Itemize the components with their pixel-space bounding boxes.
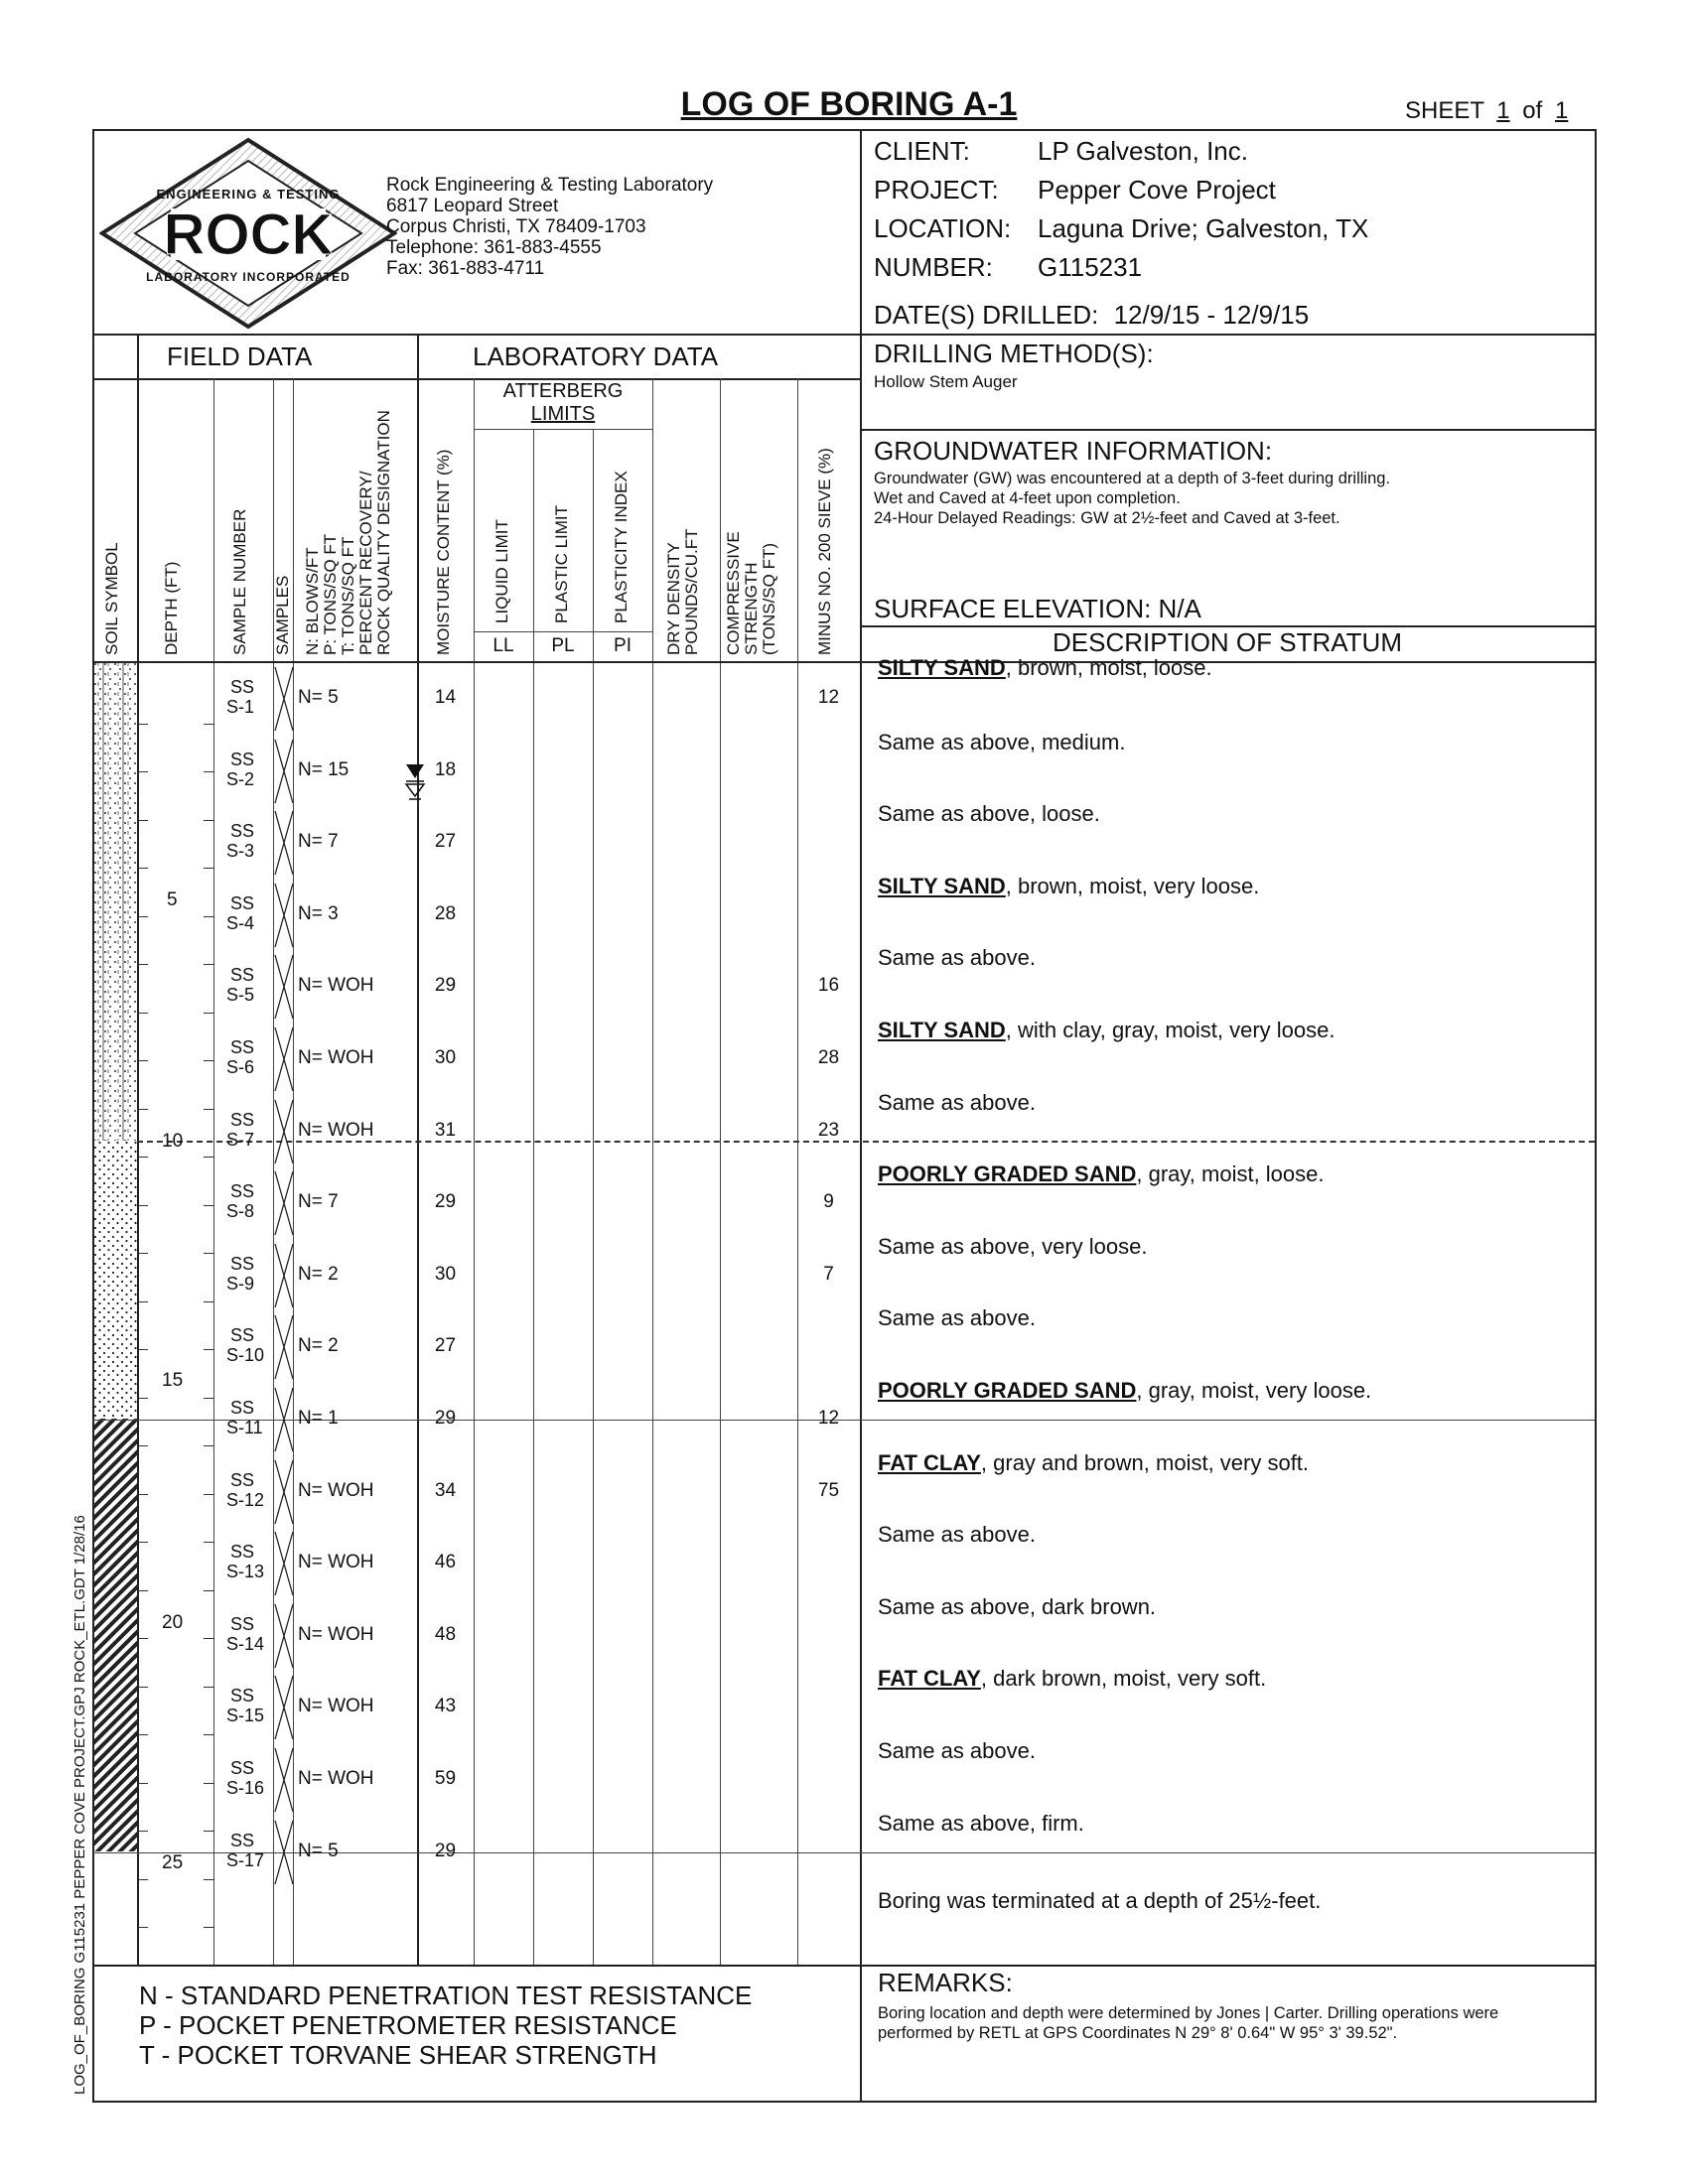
depth-tick <box>138 1109 148 1110</box>
comp-header-1: COMPRESSIVE <box>724 531 743 655</box>
sample-id: S-8 <box>226 1201 255 1222</box>
n-value: N= 2 <box>298 1335 339 1357</box>
depth-tick <box>138 1494 148 1495</box>
soil-description-text: Same as above. <box>878 1089 1036 1115</box>
depth-tick <box>204 1205 213 1206</box>
sample-type: SS <box>230 892 255 913</box>
depth-tick <box>138 1301 148 1302</box>
drilling-label: DRILLING METHOD(S): <box>874 339 1154 368</box>
ll-abbr: LL <box>492 635 514 656</box>
surface-elevation: SURFACE ELEVATION: N/A <box>874 594 1201 623</box>
groundwater-label: GROUNDWATER INFORMATION: <box>874 436 1273 466</box>
remarks-text <box>878 2003 1498 2043</box>
depth-label-5: 5 <box>167 889 178 910</box>
soil-description-text: Same as above. <box>878 945 1036 971</box>
minus200-value: 75 <box>817 1479 840 1501</box>
stratum-description <box>878 874 1259 899</box>
legend-n: N - STANDARD PENETRATION TEST RESISTANCE <box>139 1980 753 2010</box>
depth-tick <box>204 820 213 821</box>
logo-ring-bottom: LABORATORY INCORPORATED <box>146 270 351 284</box>
moisture-value: 31 <box>434 1119 457 1141</box>
n-header-5: ROCK QUALITY DESIGNATION <box>374 410 393 655</box>
depth-tick <box>204 1734 213 1735</box>
minus200-header: MINUS NO. 200 SIEVE (%) <box>815 448 834 655</box>
depth-tick <box>204 1542 213 1543</box>
minus200-value: 7 <box>823 1263 834 1285</box>
depth-tick <box>138 820 148 821</box>
sample-type: SS <box>230 1325 255 1346</box>
depth-label-25: 25 <box>162 1852 184 1873</box>
moisture-value: 28 <box>434 902 457 924</box>
sheet-number: 1 <box>1496 97 1510 124</box>
depth-tick <box>138 1927 148 1928</box>
depth-tick <box>138 916 148 917</box>
company-logo <box>99 137 397 330</box>
n-value: N= WOH <box>298 975 374 997</box>
atterberg-line-2: LIMITS <box>530 403 596 425</box>
depth-label-10: 10 <box>162 1131 184 1152</box>
depth-tick <box>204 964 213 965</box>
soil-description-text: Same as above, firm. <box>878 1810 1084 1836</box>
sample-type: SS <box>230 1253 255 1274</box>
depth-tick <box>138 1687 148 1688</box>
depth-tick <box>204 1927 213 1928</box>
sample-type: SS <box>230 1686 255 1706</box>
sample-type: SS <box>230 821 255 842</box>
company-fax: Fax: 361-883-4711 <box>386 258 545 279</box>
moisture-value: 43 <box>434 1696 457 1717</box>
stratum-description <box>878 1450 1309 1476</box>
moisture-value: 27 <box>434 831 457 853</box>
moisture-value: 46 <box>434 1552 457 1573</box>
soil-description-text: , brown, moist, very loose. <box>1005 873 1260 898</box>
samples-header: SAMPLES <box>273 575 292 655</box>
location-label: LOCATION: <box>874 213 1012 243</box>
sampler-icon <box>274 1099 294 1164</box>
logo-word: ROCK <box>163 203 334 267</box>
depth-tick <box>138 1783 148 1784</box>
moisture-value: 30 <box>434 1047 457 1068</box>
remarks-line-2: performed by RETL at GPS Coordinates N 29° 8' 0.64" W 95° 3' 39.52". <box>878 2024 1398 2042</box>
comp-header-3: (TONS/SQ FT) <box>760 542 778 655</box>
project-label: PROJECT: <box>874 175 999 205</box>
n-header-1: N: BLOWS/FT <box>303 547 322 655</box>
company-address <box>386 175 713 279</box>
drilling-method: Hollow Stem Auger <box>874 372 1018 391</box>
depth-tick <box>138 1734 148 1735</box>
sheet-total: 1 <box>1554 97 1569 124</box>
sample-number-header: SAMPLE NUMBER <box>230 508 249 655</box>
soil-description-text: Same as above. <box>878 1522 1036 1548</box>
depth-tick <box>138 1060 148 1061</box>
sample-type: SS <box>230 1613 255 1634</box>
moisture-value: 30 <box>434 1263 457 1285</box>
description-header: DESCRIPTION OF STRATUM <box>1053 627 1402 657</box>
dry-header-2: POUNDS/CU.FT <box>682 528 701 655</box>
sample-id: S-17 <box>226 1849 265 1870</box>
termination-note: Boring was terminated at a depth of 25½-feet. <box>878 1888 1322 1913</box>
sample-type: SS <box>230 1398 255 1418</box>
minus200-value: 23 <box>817 1119 840 1141</box>
n-value: N= 7 <box>298 1191 339 1213</box>
sampler-icon <box>274 810 294 876</box>
n-value-header <box>304 410 393 655</box>
depth-tick <box>138 868 148 869</box>
sample-id: S-11 <box>226 1418 263 1437</box>
sample-id: S-15 <box>226 1706 265 1726</box>
sample-id: S-1 <box>226 697 255 717</box>
depth-tick <box>138 1831 148 1832</box>
legend-p: P - POCKET PENETROMETER RESISTANCE <box>139 2010 677 2040</box>
depth-tick <box>204 771 213 772</box>
depth-tick <box>204 1253 213 1254</box>
soil-description-text: , with clay, gray, moist, very loose. <box>1005 1018 1336 1042</box>
client-label: CLIENT: <box>874 136 970 166</box>
depth-tick <box>204 1157 213 1158</box>
sampler-icon <box>274 883 294 948</box>
depth-tick <box>204 1687 213 1688</box>
moisture-value: 29 <box>434 1191 457 1213</box>
file-side-note: LOG_OF_BORING G115231 PEPPER COVE PROJECT.GPJ ROCK_ETL.GDT 1/28/16 <box>71 1515 88 2095</box>
logo-ring-top: ENGINEERING & TESTING <box>156 187 341 202</box>
minus200-value: 12 <box>817 687 840 708</box>
stratum-description <box>878 1666 1266 1692</box>
soil-name: FAT CLAY <box>878 1449 981 1475</box>
depth-tick <box>204 1638 213 1639</box>
plastic-limit-header: PLASTIC LIMIT <box>552 504 571 623</box>
stratum-description <box>878 945 1036 971</box>
plasticity-index-header: PLASTICITY INDEX <box>612 471 631 623</box>
sample-id: S-4 <box>226 912 255 933</box>
depth-tick <box>204 1445 213 1446</box>
n-value: N= WOH <box>298 1479 374 1501</box>
n-value: N= 2 <box>298 1263 339 1285</box>
depth-tick <box>204 916 213 917</box>
number-label: NUMBER: <box>874 252 993 282</box>
stratum-description <box>878 1234 1147 1260</box>
depth-tick <box>204 1398 213 1399</box>
sample-id: S-3 <box>226 841 255 862</box>
sampler-icon <box>274 1314 294 1380</box>
sample-type: SS <box>230 1758 255 1778</box>
soil-description-text: Same as above, very loose. <box>878 1233 1148 1259</box>
depth-tick <box>204 1783 213 1784</box>
company-street: 6817 Leopard Street <box>386 196 559 216</box>
sampler-icon <box>274 1170 294 1236</box>
soil-name: SILTY SAND <box>878 873 1006 898</box>
n-value: N= WOH <box>298 1623 374 1645</box>
sample-type: SS <box>230 1542 255 1563</box>
soil-description-text: , brown, moist, loose. <box>1005 655 1212 680</box>
soil-symbol-column <box>93 662 137 1965</box>
moisture-value: 14 <box>434 687 457 708</box>
moisture-value: 48 <box>434 1623 457 1645</box>
soil-description-text: Same as above, medium. <box>878 729 1126 754</box>
n-value: N= 3 <box>298 902 339 924</box>
depth-tick <box>204 1879 213 1880</box>
n-value: N= WOH <box>298 1696 374 1717</box>
dates-value: 12/9/15 - 12/9/15 <box>1113 300 1310 330</box>
depth-tick <box>138 1157 148 1158</box>
soil-description-text: Same as above. <box>878 1738 1036 1763</box>
n-value: N= WOH <box>298 1768 374 1789</box>
sample-type: SS <box>230 1830 255 1850</box>
minus200-value: 12 <box>817 1408 840 1429</box>
sheet-of: of <box>1522 97 1543 124</box>
depth-tick <box>204 1013 213 1014</box>
depth-tick <box>138 1445 148 1446</box>
dry-density-header <box>665 529 701 656</box>
depth-label-20: 20 <box>162 1612 184 1633</box>
soil-description-text: Same as above. <box>878 1305 1036 1331</box>
depth-tick <box>204 1831 213 1832</box>
sampler-icon <box>274 1747 294 1813</box>
sample-type: SS <box>230 1469 255 1490</box>
depth-tick <box>138 1879 148 1880</box>
depth-tick <box>204 1590 213 1591</box>
minus200-value: 28 <box>817 1047 840 1068</box>
soil-name: SILTY SAND <box>878 655 1006 680</box>
pl-abbr: PL <box>551 635 575 656</box>
groundwater-line-2: Wet and Caved at 4-feet upon completion. <box>874 489 1181 507</box>
sample-type: SS <box>230 1181 255 1202</box>
company-city: Corpus Christi, TX 78409-1703 <box>386 216 646 237</box>
groundwater-line-1: Groundwater (GW) was encountered at a depth of 3-feet during drilling. <box>874 470 1391 487</box>
dry-header-1: DRY DENSITY <box>664 542 683 655</box>
sample-type: SS <box>230 1109 255 1130</box>
stratum-description <box>878 730 1125 755</box>
depth-tick <box>138 1205 148 1206</box>
water-level-icon <box>404 762 426 802</box>
soil-name: SILTY SAND <box>878 1018 1006 1042</box>
moisture-value: 29 <box>434 1840 457 1861</box>
dates-label: DATE(S) DRILLED: <box>874 300 1099 330</box>
sampler-icon <box>274 1243 294 1308</box>
depth-tick <box>204 868 213 869</box>
sampler-icon <box>274 739 294 804</box>
soil-symbol-header: SOIL SYMBOL <box>102 542 121 655</box>
soil-description-text: Same as above, loose. <box>878 801 1100 827</box>
sample-id: S-5 <box>226 985 255 1006</box>
depth-label-15: 15 <box>162 1370 184 1391</box>
n-value: N= 5 <box>298 687 339 708</box>
sheet-label: SHEET <box>1405 97 1484 124</box>
stratum-description <box>878 1811 1084 1837</box>
n-value: N= 5 <box>298 1840 339 1861</box>
log-title: LOG OF BORING A-1 <box>680 85 1018 123</box>
company-name: Rock Engineering & Testing Laboratory <box>386 175 714 196</box>
sample-id: S-6 <box>226 1057 255 1077</box>
sampler-icon <box>274 1026 294 1092</box>
soil-description-text: Same as above, dark brown. <box>878 1593 1157 1619</box>
remarks-label: REMARKS: <box>878 1968 1013 1997</box>
compressive-header <box>725 531 778 655</box>
field-data-header: FIELD DATA <box>167 341 313 371</box>
moisture-header: MOISTURE CONTENT (%) <box>434 449 453 655</box>
minus200-value: 9 <box>823 1191 834 1213</box>
depth-tick <box>204 1109 213 1110</box>
sampler-icon <box>274 1459 294 1525</box>
legend <box>139 1980 752 2070</box>
n-header-4: PERCENT RECOVERY/ <box>356 471 375 655</box>
sample-id: S-9 <box>226 1273 255 1294</box>
sheet-indicator <box>1405 97 1568 125</box>
n-value: N= WOH <box>298 1552 374 1573</box>
stratum-description <box>878 1522 1036 1548</box>
sample-type: SS <box>230 965 255 986</box>
sample-type: SS <box>230 1037 255 1057</box>
soil-description-text: , dark brown, moist, very soft. <box>980 1666 1267 1692</box>
groundwater-line-3: 24-Hour Delayed Readings: GW at 2½-feet and Caved at 3-feet. <box>874 509 1340 527</box>
depth-tick <box>138 1638 148 1639</box>
stratum-description <box>878 1161 1325 1187</box>
sample-id: S-12 <box>226 1489 265 1510</box>
sampler-icon <box>274 666 294 732</box>
stratum-description <box>878 1738 1036 1764</box>
project-info <box>874 132 1368 287</box>
depth-tick <box>138 1542 148 1543</box>
sampler-icon <box>274 1387 294 1452</box>
depth-tick <box>138 1398 148 1399</box>
laboratory-data-header: LABORATORY DATA <box>473 341 719 371</box>
depth-tick <box>138 1349 148 1350</box>
soil-description-text: , gray and brown, moist, very soft. <box>980 1449 1310 1475</box>
soil-name: POORLY GRADED SAND <box>878 1161 1137 1187</box>
moisture-value: 29 <box>434 1408 457 1429</box>
soil-description-text: , gray, moist, loose. <box>1136 1161 1325 1187</box>
sample-id: S-10 <box>226 1345 265 1366</box>
stratum-description <box>878 655 1212 681</box>
sampler-icon <box>274 1531 294 1596</box>
sample-type: SS <box>230 677 255 697</box>
minus200-value: 16 <box>817 975 840 997</box>
company-phone: Telephone: 361-883-4555 <box>386 237 602 258</box>
sample-id: S-16 <box>226 1778 265 1798</box>
moisture-value: 27 <box>434 1335 457 1357</box>
sampler-icon <box>274 1820 294 1885</box>
moisture-value: 18 <box>434 758 457 780</box>
remarks-line-1: Boring location and depth were determined by Jones | Carter. Drilling operations were <box>878 2004 1499 2022</box>
depth-tick <box>204 1349 213 1350</box>
sampler-icon <box>274 954 294 1020</box>
stratum-description <box>878 1090 1036 1116</box>
n-header-3: T: TONS/SQ FT <box>339 536 357 655</box>
atterberg-header <box>474 380 652 426</box>
stratum-description <box>878 1594 1156 1620</box>
soil-description-text: , gray, moist, very loose. <box>1136 1378 1372 1403</box>
sample-id: S-2 <box>226 768 255 789</box>
location-value: Laguna Drive; Galveston, TX <box>1038 213 1369 243</box>
n-header-2: P: TONS/SQ FT <box>321 533 340 655</box>
depth-tick <box>138 771 148 772</box>
stratum-description <box>878 1378 1371 1404</box>
n-value: N= 15 <box>298 758 350 780</box>
soil-name: FAT CLAY <box>878 1666 981 1692</box>
number-value: G115231 <box>1038 252 1143 282</box>
groundwater-text <box>874 469 1390 528</box>
project-value: Pepper Cove Project <box>1038 175 1276 205</box>
sample-id: S-13 <box>226 1562 265 1582</box>
depth-tick <box>138 1590 148 1591</box>
sample-id: S-7 <box>226 1129 255 1150</box>
sample-id: S-14 <box>226 1633 265 1654</box>
sample-type: SS <box>230 749 255 769</box>
n-value: N= 7 <box>298 831 339 853</box>
depth-tick <box>138 724 148 725</box>
comp-header-2: STRENGTH <box>742 562 761 655</box>
depth-tick <box>138 1253 148 1254</box>
stratum-description <box>878 801 1100 827</box>
atterberg-line-1: ATTERBERG <box>502 380 624 402</box>
n-value: N= WOH <box>298 1047 374 1068</box>
moisture-value: 34 <box>434 1479 457 1501</box>
depth-tick <box>138 1013 148 1014</box>
pi-abbr: PI <box>614 635 632 656</box>
sampler-icon <box>274 1603 294 1669</box>
depth-tick <box>204 1494 213 1495</box>
soil-name: POORLY GRADED SAND <box>878 1378 1137 1403</box>
legend-t: T - POCKET TORVANE SHEAR STRENGTH <box>139 2040 657 2070</box>
stratum-description <box>878 1305 1036 1331</box>
client-value: LP Galveston, Inc. <box>1038 136 1248 166</box>
depth-tick <box>138 964 148 965</box>
depth-tick <box>204 1060 213 1061</box>
stratum-description <box>878 1018 1336 1043</box>
depth-header: DEPTH (FT) <box>162 561 181 655</box>
sampler-icon <box>274 1675 294 1740</box>
depth-tick <box>204 1301 213 1302</box>
n-value: N= 1 <box>298 1408 339 1429</box>
liquid-limit-header: LIQUID LIMIT <box>492 519 511 623</box>
moisture-value: 59 <box>434 1768 457 1789</box>
depth-tick <box>204 724 213 725</box>
moisture-value: 29 <box>434 975 457 997</box>
n-value: N= WOH <box>298 1119 374 1141</box>
dates-drilled <box>874 300 1309 331</box>
